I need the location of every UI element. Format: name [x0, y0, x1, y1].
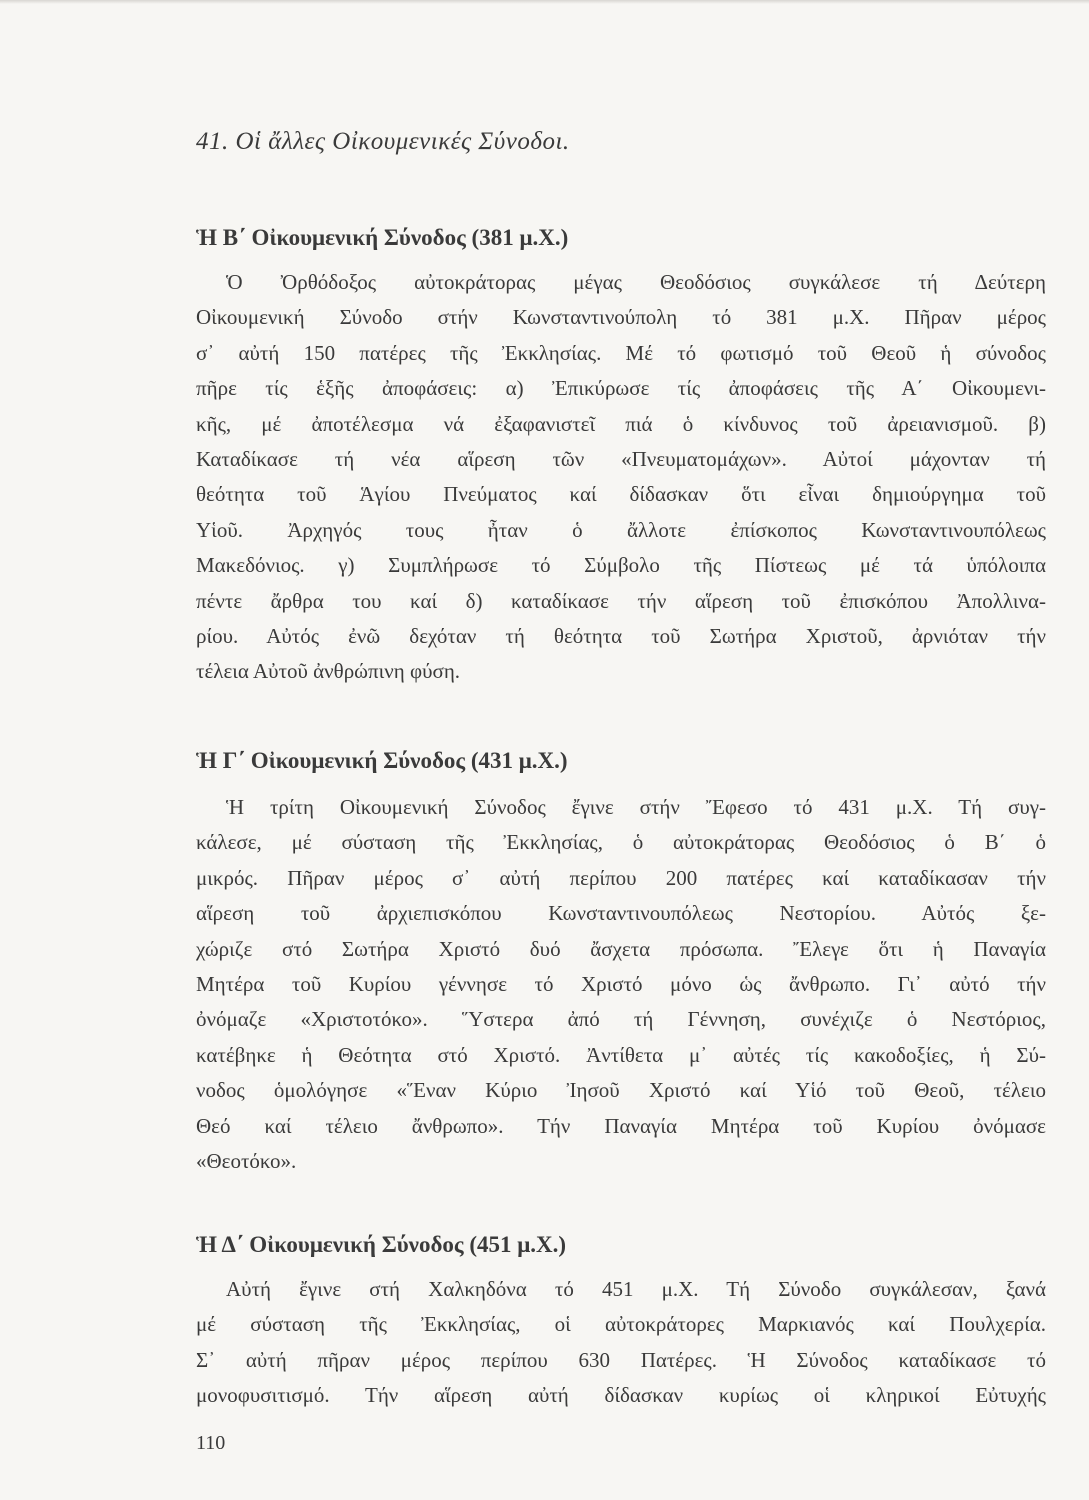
section-d-paragraph: [196, 1272, 1046, 1414]
text-line: ὀνόμαζε «Χριστοτόκο». Ὕστερα ἀπό τή Γέννηση, συνέχιζε ὁ Νεστόριος,: [196, 1007, 1046, 1032]
text-line: σ᾽ αὐτή 150 πατέρες τῆς Ἐκκλησίας. Μέ τό φωτισμό τοῦ Θεοῦ ἡ σύνοδος: [196, 340, 1046, 365]
text-line: μέ σύσταση τῆς Ἐκκλησίας, οἱ αὐτοκράτορες Μαρκιανός καί Πουλχερία.: [196, 1312, 1046, 1337]
text-line: Ἡ τρίτη Οἰκουμενική Σύνοδος ἔγινε στήν Ἔφεσο τό 431 μ.Χ. Τή συγ-: [226, 795, 1046, 819]
section-heading-g-council: Ἡ Γ΄ Οἰκουμενική Σύνοδος (431 μ.Χ.): [196, 748, 568, 773]
section-heading-d-council: Ἡ Δ΄ Οἰκουμενική Σύνοδος (451 μ.Χ.): [196, 1232, 567, 1257]
text-line: αἵρεση τοῦ ἀρχιεπισκόπου Κωνσταντινουπόλεως Νεστορίου. Αὐτός ξε-: [196, 901, 1046, 926]
text-line: μικρός. Πῆραν μέρος σ᾽ αὐτή περίπου 200 πατέρες καί καταδίκασαν τήν: [196, 865, 1046, 890]
text-line: κῆς, μέ ἀποτέλεσμα νά ἐξαφανιστεῖ πιά ὁ κίνδυνος τοῦ ἀρειανισμοῦ. β): [196, 411, 1046, 436]
text-line: Αὐτή ἔγινε στή Χαλκηδόνα τό 451 μ.Χ. Τή Σύνοδο συγκάλεσαν, ξανά: [226, 1277, 1046, 1301]
chapter-title: 41. Οἱ ἄλλες Οἰκουμενικές Σύνοδοι.: [196, 128, 570, 155]
text-line: κάλεσε, μέ σύσταση τῆς Ἐκκλησίας, ὁ αὐτοκράτορας Θεοδόσιος ὁ Β΄ ὁ: [196, 830, 1046, 855]
text-line: Μακεδόνιος. γ) Συμπλήρωσε τό Σύμβολο τῆς Πίστεως μέ τά ὑπόλοιπα: [196, 553, 1046, 578]
text-line: Μητέρα τοῦ Κυρίου γέννησε τό Χριστό μόνο ὡς ἄνθρωπο. Γι᾽ αὐτό τήν: [196, 971, 1046, 996]
text-line: Θεό καί τέλειο ἄνθρωπο». Τήν Παναγία Μητέρα τοῦ Κυρίου ὀνόμασε: [196, 1113, 1046, 1138]
text-line: νοδος ὁμολόγησε «Ἕναν Κύριο Ἰησοῦ Χριστό καί Υἱό τοῦ Θεοῦ, τέλειο: [196, 1078, 1046, 1103]
text-line: Υἱοῦ. Ἀρχηγός τους ἦταν ὁ ἄλλοτε ἐπίσκοπος Κωνσταντινουπόλεως: [196, 517, 1046, 542]
text-line: Ὁ Ὀρθόδοξος αὐτοκράτορας μέγας Θεοδόσιος συγκάλεσε τή Δεύτερη: [226, 270, 1046, 294]
page-top-edge: [0, 0, 1089, 4]
text-line: πῆρε τίς ἑξῆς ἀποφάσεις: α) Ἐπικύρωσε τίς ἀποφάσεις τῆς Α΄ Οἰκουμενι-: [196, 376, 1046, 401]
section-g-paragraph: [196, 790, 1046, 1179]
section-b-paragraph: [196, 265, 1046, 690]
text-line: ρίου. Αὐτός ἐνῶ δεχόταν τή θεότητα τοῦ Σωτήρα Χριστοῦ, ἀρνιόταν τήν: [196, 623, 1046, 648]
text-line: κατέβηκε ἡ Θεότητα στό Χριστό. Ἀντίθετα μ᾽ αὐτές τίς κακοδοξίες, ἡ Σύ-: [196, 1042, 1046, 1067]
text-line: «Θεοτόκο».: [196, 1148, 297, 1173]
text-line: μονοφυσιτισμό. Τήν αἵρεση αὐτή δίδασκαν κυρίως οἱ κληρικοί Εὐτυχής: [196, 1383, 1046, 1408]
text-line: τέλεια Αὐτοῦ ἀνθρώπινη φύση.: [196, 659, 461, 684]
section-heading-b-council: Ἡ Β΄ Οἰκουμενική Σύνοδος (381 μ.Χ.): [196, 225, 569, 250]
text-line: Σ᾽ αὐτή πῆραν μέρος περίπου 630 Πατέρες. Ἡ Σύνοδος καταδίκασε τό: [196, 1347, 1046, 1372]
text-line: Οἰκουμενική Σύνοδο στήν Κωνσταντινούπολη τό 381 μ.Χ. Πῆραν μέρος: [196, 305, 1046, 330]
text-line: θεότητα τοῦ Ἁγίου Πνεύματος καί δίδασκαν ὅτι εἶναι δημιούργημα τοῦ: [196, 482, 1046, 507]
page-number: 110: [196, 1432, 226, 1454]
text-line: Καταδίκασε τή νέα αἵρεση τῶν «Πνευματομάχων». Αὐτοί μάχονταν τή: [196, 446, 1046, 471]
text-line: χώριζε στό Σωτήρα Χριστό δυό ἄσχετα πρόσωπα. Ἔλεγε ὅτι ἡ Παναγία: [196, 936, 1046, 961]
text-line: πέντε ἄρθρα του καί δ) καταδίκασε τήν αἵρεση τοῦ ἐπισκόπου Ἀπολλινα-: [196, 588, 1046, 613]
